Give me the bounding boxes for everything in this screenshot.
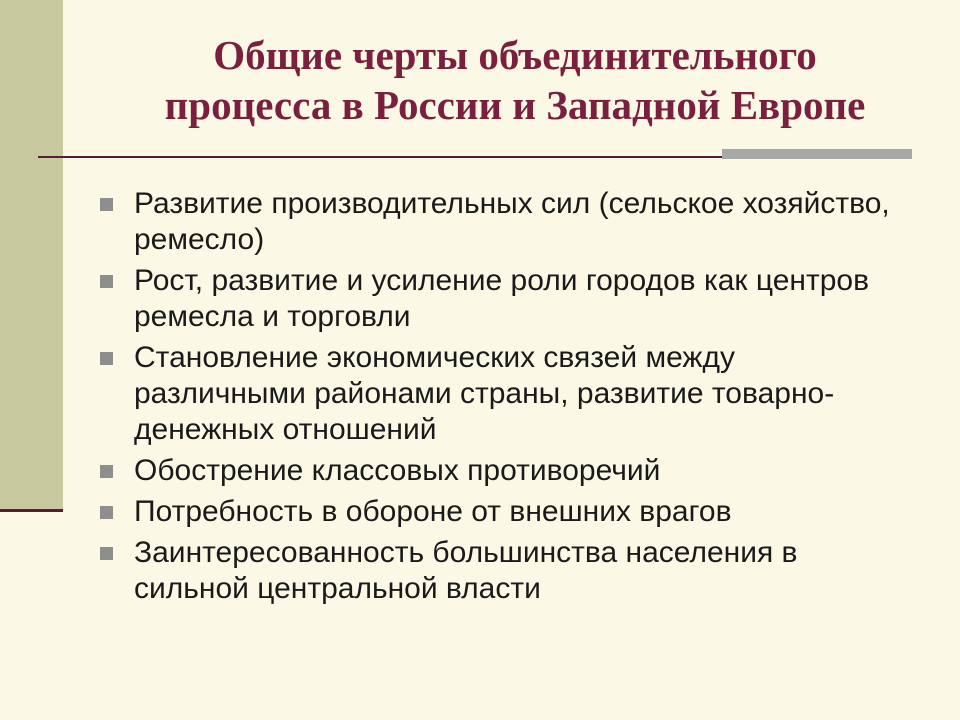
bullet-text-3: Становление экономических связей между различными районами страны, развитие товарно-денежных отношений	[134, 341, 835, 446]
bullet-text-4: Обострение классовых противоречий	[134, 454, 661, 487]
bullet-square-icon	[100, 547, 113, 560]
bullet-list	[98, 186, 898, 612]
bullet-square-icon	[100, 275, 113, 288]
bullet-item-6	[98, 535, 898, 607]
bullet-item-4	[98, 453, 898, 489]
bullet-square-icon	[100, 198, 113, 211]
bullet-square-icon	[100, 352, 113, 365]
bullet-square-icon	[100, 465, 113, 478]
slide-title-line-1: Общие черты объединительного	[213, 32, 817, 78]
bullet-text-1: Развитие производительных сил (сельское хозяйство, ремесло)	[134, 187, 890, 256]
left-decorative-bar	[0, 0, 63, 510]
bullet-text-5: Потребность в обороне от внешних врагов	[134, 495, 732, 528]
bullet-item-3	[98, 340, 898, 448]
bullet-item-1	[98, 186, 898, 258]
bullet-text-2: Рост, развитие и усиление роли городов как центров ремесла и торговли	[134, 264, 870, 333]
bullet-text-6: Заинтересованность большинства населения в сильной центральной власти	[134, 536, 798, 605]
left-bar-underline	[0, 509, 63, 512]
bullet-item-2	[98, 263, 898, 335]
slide-title-line-2: процесса в России и Западной Европе	[164, 82, 866, 128]
title-accent-bar	[722, 149, 912, 159]
bullet-square-icon	[100, 506, 113, 519]
bullet-item-5	[98, 494, 898, 530]
slide-title	[70, 30, 960, 130]
